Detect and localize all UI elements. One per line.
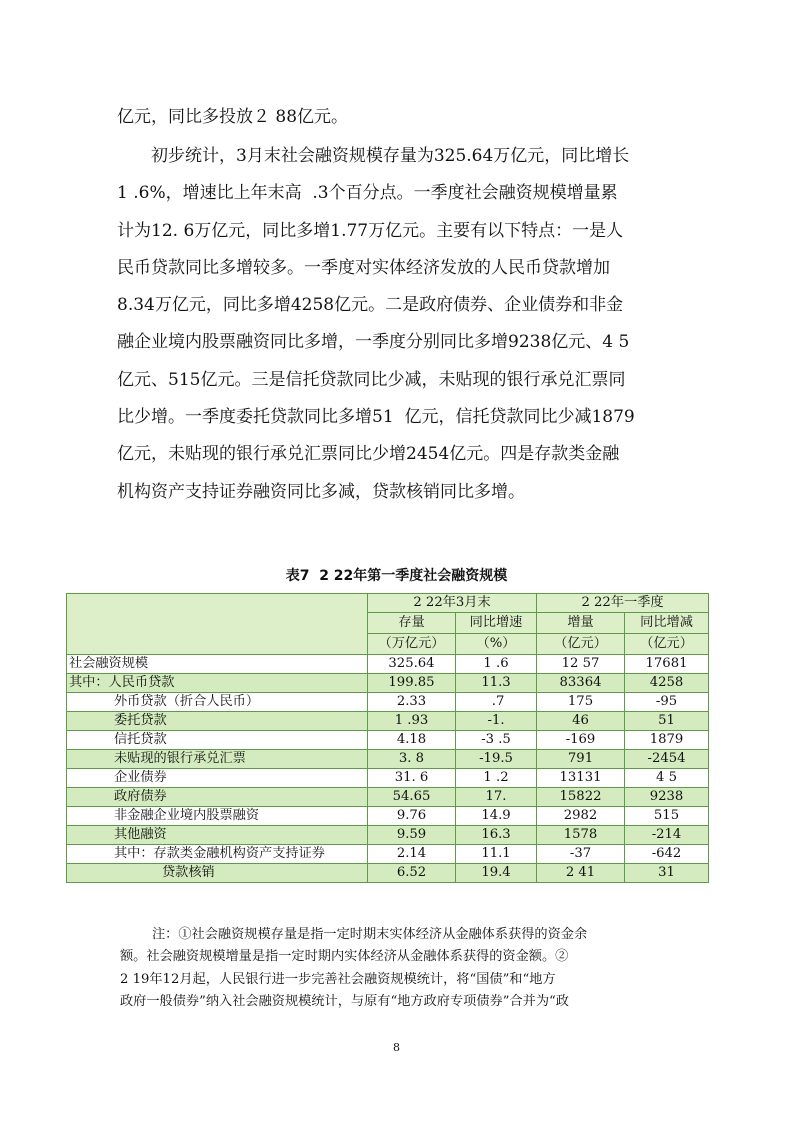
row-label: 政府债券 — [67, 788, 368, 807]
cell-yoy-change: 17681 — [625, 655, 709, 674]
cell-stock: 54.65 — [368, 788, 456, 807]
table-footnote — [120, 924, 680, 1014]
cell-increment: 791 — [537, 750, 625, 769]
note-line: 额。社会融资规模增量是指一定时期内实体经济从金融体系获得的资金额。② — [120, 949, 569, 965]
cell-yoy-growth: 11.3 — [456, 674, 537, 693]
text-line: 计为12. 6万亿元，同比多增1.77万亿元。主要有以下特点：一是人 — [117, 220, 624, 241]
cell-yoy-change: -642 — [625, 845, 709, 864]
cell-yoy-growth: 1 .6 — [456, 655, 537, 674]
cell-yoy-growth: -1. — [456, 712, 537, 731]
group-header-end-of-march: 2 22年3月末 — [368, 594, 537, 613]
table-row — [67, 845, 709, 864]
table-row — [67, 864, 709, 883]
row-label: 贷款核销 — [67, 864, 368, 883]
cell-yoy-growth: 16.3 — [456, 826, 537, 845]
table-row — [67, 693, 709, 712]
cell-yoy-change: 515 — [625, 807, 709, 826]
table-row — [67, 750, 709, 769]
cell-yoy-growth: 14.9 — [456, 807, 537, 826]
cell-yoy-growth: -19.5 — [456, 750, 537, 769]
table-group-header-row — [67, 594, 709, 613]
cell-stock: 325.64 — [368, 655, 456, 674]
cell-stock: 6.52 — [368, 864, 456, 883]
cell-stock: 3. 8 — [368, 750, 456, 769]
cell-increment: -37 — [537, 845, 625, 864]
text-line: 机构资产支持证券融资同比多减，贷款核销同比多增。 — [117, 481, 525, 502]
cell-yoy-change: 4258 — [625, 674, 709, 693]
text-line: 亿元、515亿元。三是信托贷款同比少减，未贴现的银行承兑汇票同 — [117, 369, 626, 390]
text-line: 亿元，未贴现的银行承兑汇票同比少增2454亿元。四是存款类金融 — [117, 444, 620, 465]
column-unit-yoy-growth: （%） — [456, 634, 537, 655]
cell-increment: 13131 — [537, 769, 625, 788]
cell-stock: 2.33 — [368, 693, 456, 712]
cell-increment: 15822 — [537, 788, 625, 807]
cell-yoy-growth: .7 — [456, 693, 537, 712]
column-header-increment: 增量 — [537, 613, 625, 634]
column-unit-stock: （万亿元） — [368, 634, 456, 655]
cell-stock: 9.59 — [368, 826, 456, 845]
cell-increment: -169 — [537, 731, 625, 750]
cell-increment: 46 — [537, 712, 625, 731]
cell-increment: 175 — [537, 693, 625, 712]
cell-yoy-growth: 1 .2 — [456, 769, 537, 788]
table-row — [67, 788, 709, 807]
cell-yoy-growth: 17. — [456, 788, 537, 807]
cell-yoy-change: 4 5 — [625, 769, 709, 788]
cell-yoy-change: -95 — [625, 693, 709, 712]
note-line: 2 19年12月起，人民银行进一步完善社会融资规模统计，将“国债”和“地方 — [120, 971, 556, 987]
column-header-yoy-growth: 同比增速 — [456, 613, 537, 634]
row-label: 其他融资 — [67, 826, 368, 845]
cell-yoy-growth: -3 .5 — [456, 731, 537, 750]
column-header-stock: 存量 — [368, 613, 456, 634]
table-row — [67, 655, 709, 674]
cell-yoy-change: 1879 — [625, 731, 709, 750]
financing-table — [66, 593, 709, 883]
cell-stock: 199.85 — [368, 674, 456, 693]
row-label: 非金融企业境内股票融资 — [67, 807, 368, 826]
cell-increment: 2982 — [537, 807, 625, 826]
text-line: 8.34万亿元，同比多增4258亿元。二是政府债券、企业债券和非金 — [117, 295, 624, 316]
cell-stock: 9.76 — [368, 807, 456, 826]
table-corner-cell — [67, 594, 368, 655]
paragraph-intro — [117, 99, 677, 136]
row-label: 其中：存款类金融机构资产支持证券 — [67, 845, 368, 864]
text-line: 比少增。一季度委托贷款同比多增51 亿元，信托贷款同比少减1879 — [117, 407, 635, 428]
cell-stock: 4.18 — [368, 731, 456, 750]
table-row — [67, 769, 709, 788]
row-label: 企业债券 — [67, 769, 368, 788]
cell-yoy-change: 9238 — [625, 788, 709, 807]
cell-increment: 2 41 — [537, 864, 625, 883]
cell-yoy-change: 51 — [625, 712, 709, 731]
text-line: 民币贷款同比多增较多。一季度对实体经济发放的人民币贷款增加 — [117, 257, 610, 278]
column-unit-increment: （亿元） — [537, 634, 625, 655]
note-line: 注：①社会融资规模存量是指一定时期末实体经济从金融体系获得的资金余 — [152, 927, 588, 942]
column-header-yoy-change: 同比增减 — [625, 613, 709, 634]
cell-yoy-change: -214 — [625, 826, 709, 845]
text-line: 融企业境内股票融资同比多增，一季度分别同比多增9238亿元、4 5 — [117, 332, 630, 353]
row-label: 其中：人民币贷款 — [67, 674, 368, 693]
row-label: 未贴现的银行承兑汇票 — [67, 750, 368, 769]
column-unit-yoy-change: （亿元） — [625, 634, 709, 655]
cell-increment: 83364 — [537, 674, 625, 693]
cell-stock: 2.14 — [368, 845, 456, 864]
table-row — [67, 712, 709, 731]
note-line: 政府一般债券”纳入社会融资规模统计，与原有“地方政府专项债券”合并为“政 — [120, 994, 569, 1010]
paragraph-statistics — [117, 138, 677, 511]
cell-stock: 31. 6 — [368, 769, 456, 788]
cell-yoy-growth: 19.4 — [456, 864, 537, 883]
row-label: 社会融资规模 — [67, 655, 368, 674]
row-label: 委托贷款 — [67, 712, 368, 731]
table-row — [67, 731, 709, 750]
text-line: 初步统计，3月末社会融资规模存量为325.64万亿元，同比增长 — [151, 146, 630, 166]
row-label: 信托贷款 — [67, 731, 368, 750]
table-row — [67, 674, 709, 693]
table-row — [67, 826, 709, 845]
row-label: 外币贷款（折合人民币） — [67, 693, 368, 712]
group-header-first-quarter: 2 22年一季度 — [537, 594, 709, 613]
page-number: 8 — [393, 1041, 400, 1054]
cell-increment: 1578 — [537, 826, 625, 845]
table-row — [67, 807, 709, 826]
cell-increment: 12 57 — [537, 655, 625, 674]
table-caption: 表7 2 22年第一季度社会融资规模 — [285, 568, 508, 584]
cell-yoy-growth: 11.1 — [456, 845, 537, 864]
text-line: 亿元，同比多投放２ 88亿元。 — [117, 107, 349, 127]
cell-stock: 1 .93 — [368, 712, 456, 731]
cell-yoy-change: 31 — [625, 864, 709, 883]
text-line: 1 .6%，增速比上年末高 .3个百分点。一季度社会融资规模增量累 — [117, 183, 618, 204]
cell-yoy-change: -2454 — [625, 750, 709, 769]
